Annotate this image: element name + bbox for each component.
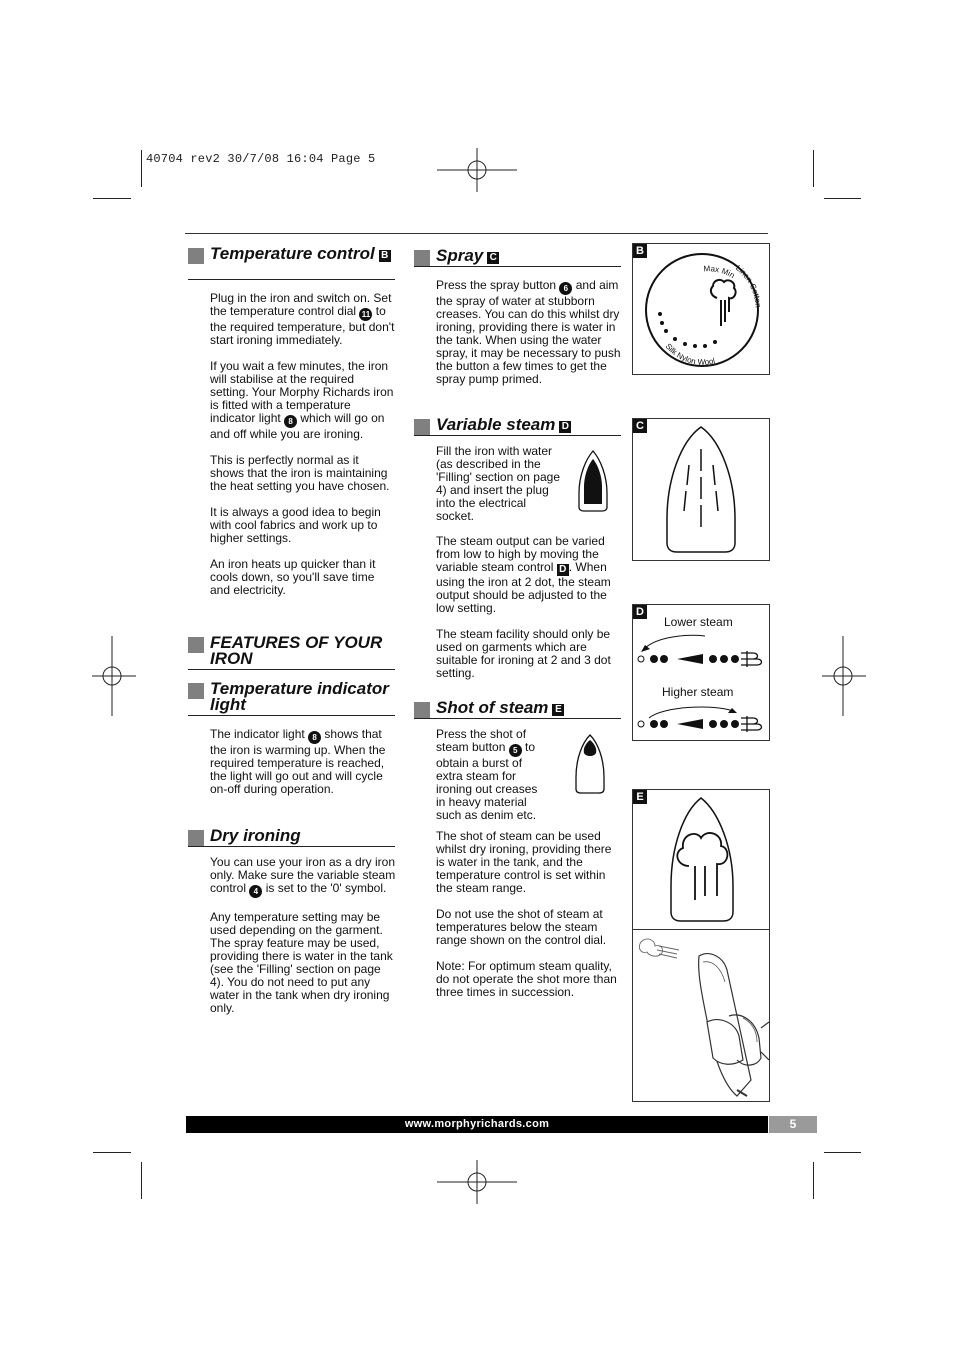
temperature-dots bbox=[658, 312, 717, 348]
heading-text: Temperature control bbox=[210, 244, 375, 263]
dial-label-maxmin: Max Min bbox=[703, 264, 737, 281]
top-rule bbox=[185, 233, 768, 234]
footer-bar bbox=[186, 1116, 768, 1133]
figure-letter: B bbox=[633, 244, 647, 258]
crop-mark bbox=[824, 1152, 861, 1153]
print-slug: 40704 rev2 30/7/08 16:04 Page 5 bbox=[146, 152, 376, 166]
heading-text: Dry ironing bbox=[210, 826, 301, 845]
heading-dry-ironing bbox=[188, 828, 395, 847]
crop-mark bbox=[813, 1162, 814, 1199]
figure-letter: C bbox=[633, 419, 647, 433]
steam-puff-icon bbox=[711, 280, 736, 326]
shot-of-steam-illustration bbox=[633, 790, 769, 1101]
ironing-hand-illustration bbox=[699, 954, 769, 1096]
spray-text: Press the spray button 6 and aim the spray of water at stubborn creases. You can do this whilst dry ironing, providing there is water in the tank. When using the water spray, it may be necessary to push the button a few times to get the spray pump primed. bbox=[436, 278, 621, 386]
heading-text: Spray bbox=[436, 246, 484, 265]
heading-spray bbox=[414, 248, 621, 267]
figure-ref-badge: D bbox=[559, 421, 571, 433]
figure-ref-badge: D bbox=[557, 564, 569, 576]
figure-e bbox=[632, 789, 770, 1102]
heading-text: FEATURES OF YOUR IRON bbox=[210, 633, 383, 668]
part-number-badge: 8 bbox=[284, 415, 297, 428]
figure-c bbox=[632, 418, 770, 561]
figure-letter: E bbox=[633, 790, 647, 804]
registration-mark-top bbox=[437, 148, 517, 192]
crop-mark bbox=[93, 198, 131, 199]
dial-label-linen-cotton: Linen Cotton bbox=[733, 263, 763, 308]
variable-steam-text-2: The steam output can be varied from low to high by moving the variable steam control D . When using the iron at 2 dot, the steam output should be adjusted to the low setting. The steam facility should only be used on garments which are suitable for ironing at 2 and 3 dot setting. bbox=[436, 534, 611, 680]
heading-shot-of-steam bbox=[414, 700, 621, 719]
heading-square bbox=[414, 419, 430, 435]
part-number-badge: 11 bbox=[359, 308, 372, 321]
iron-soleplate-spray-illustration bbox=[633, 419, 769, 560]
heading-square bbox=[188, 830, 204, 846]
part-number-badge: 5 bbox=[509, 744, 522, 757]
heading-square bbox=[414, 250, 430, 266]
heading-square bbox=[188, 683, 204, 699]
temperature-indicator-text: The indicator light 8 shows that the iron is warming up. When the required temperature is reached, the light will go out and will cycle on-off during operation. bbox=[210, 727, 386, 796]
steam-dial-icon bbox=[576, 449, 610, 513]
variable-steam-text-1: Fill the iron with water (as described in the 'Filling' section on page 4) and insert the plug into the electrical socket. bbox=[436, 444, 560, 523]
heading-temperature-indicator bbox=[188, 681, 395, 716]
temperature-control-text: Plug in the iron and switch on. Set the temperature control dial 11 to the required temperature, but don't start ironing immediately. If you wait a few minutes, the iron will stabilise at the required setting. Your Morphy Richards iron is fitted with a temperature indicator light 8 which will go on and off while you are ironing. This is perfectly normal as it shows that the iron is maintaining the heat setting you have chosen. It is always a good idea to begin with cool fabrics and work up to higher settings. An iron heats up quicker than it cools down, so you'll save time and electricity. bbox=[210, 291, 395, 597]
steam-burst-icon bbox=[639, 939, 679, 958]
figure-ref-badge: C bbox=[487, 252, 499, 264]
higher-steam-scale bbox=[638, 716, 762, 732]
registration-mark-left bbox=[92, 636, 136, 716]
figure-letter: D bbox=[633, 605, 647, 619]
figure-ref-badge: B bbox=[379, 250, 391, 262]
page-number: 5 bbox=[769, 1116, 817, 1133]
figure-ref-badge: E bbox=[552, 704, 564, 716]
shot-button-icon bbox=[572, 733, 608, 795]
shot-of-steam-text-1: Press the shot of steam button 5 to obtain a burst of extra steam for ironing out creases in heavy material such as denim etc. bbox=[436, 727, 538, 822]
registration-mark-right bbox=[822, 636, 866, 716]
registration-mark-bottom bbox=[437, 1160, 517, 1204]
crop-mark bbox=[141, 1162, 142, 1199]
heading-text: Temperature indicator light bbox=[210, 679, 389, 714]
figure-b bbox=[632, 243, 770, 375]
footer-url[interactable]: www.morphyrichards.com bbox=[404, 1118, 550, 1130]
crop-mark bbox=[141, 150, 142, 187]
temperature-dial-illustration bbox=[633, 244, 769, 374]
heading-text: Shot of steam bbox=[436, 698, 549, 717]
part-number-badge: 4 bbox=[249, 885, 262, 898]
crop-mark bbox=[93, 1152, 131, 1153]
lower-steam-scale bbox=[638, 651, 762, 667]
dry-ironing-text: You can use your iron as a dry iron only. Make sure the variable steam control 4 is set to the '0' symbol. Any temperature setting may be used depending on the garment. The spray feature may be used, providing there is water in the tank (see the 'Filling' section on page 4). You do not need to put any water in the tank when dry ironing only. bbox=[210, 855, 396, 1015]
crop-mark bbox=[824, 198, 861, 199]
heading-square bbox=[188, 248, 204, 264]
heading-features bbox=[188, 635, 395, 670]
part-number-badge: 6 bbox=[559, 282, 572, 295]
steam-slider-illustration bbox=[633, 605, 769, 740]
heading-variable-steam bbox=[414, 417, 621, 436]
heading-temperature-control bbox=[188, 246, 395, 280]
heading-square bbox=[414, 702, 430, 718]
shot-of-steam-text-2: The shot of steam can be used whilst dry ironing, providing there is water in the tank, and the temperature control is set within the steam range. Do not use the shot of steam at temperatures below the steam range shown on the control dial. Note: For optimum steam quality, do not operate the shot more than three times in succession. bbox=[436, 829, 617, 999]
figure-d bbox=[632, 604, 770, 741]
crop-mark bbox=[813, 150, 814, 187]
heading-text: Variable steam bbox=[436, 415, 556, 434]
part-number-badge: 8 bbox=[308, 731, 321, 744]
lower-steam-label: Lower steam bbox=[664, 615, 733, 629]
higher-steam-label: Higher steam bbox=[662, 685, 734, 699]
heading-square bbox=[188, 637, 204, 653]
dial-label-bottom: Silk Nylon Wool bbox=[663, 341, 716, 367]
